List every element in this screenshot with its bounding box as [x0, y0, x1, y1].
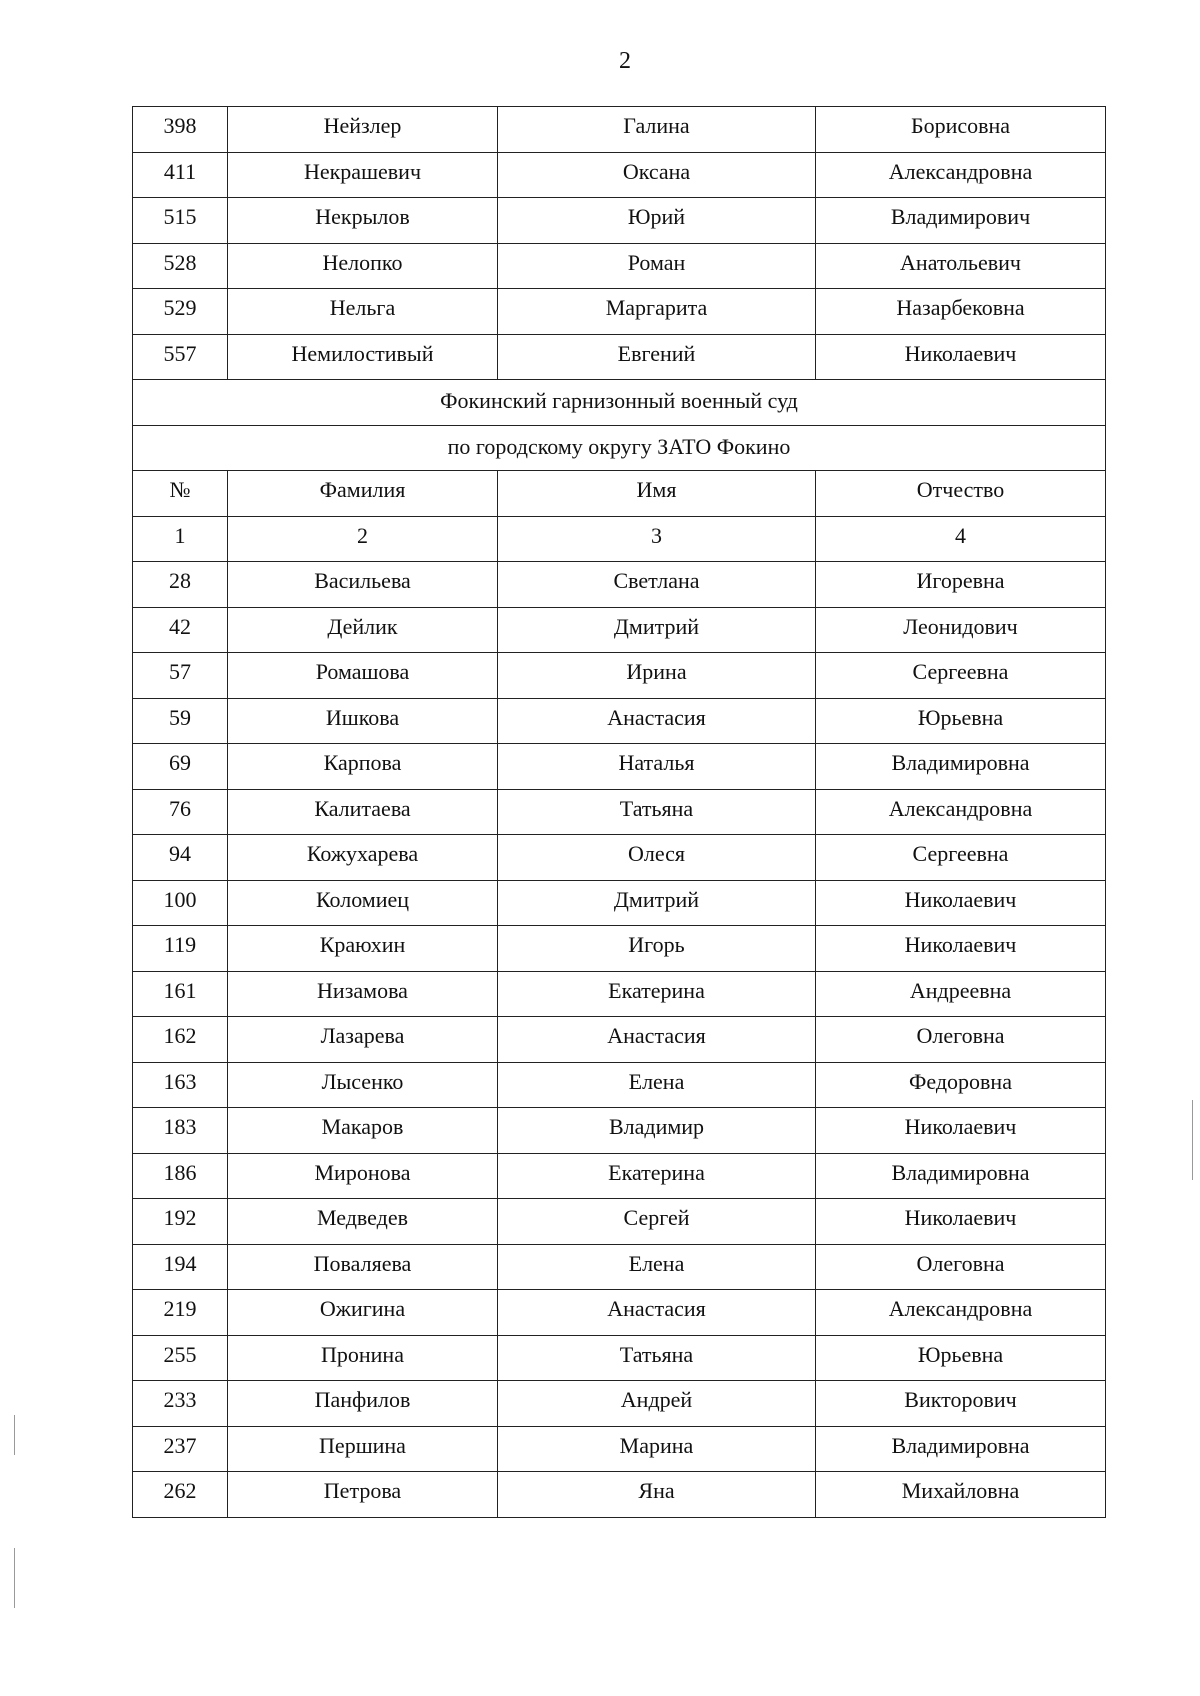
cell-number: 194 [133, 1244, 228, 1290]
cell-name: Елена [498, 1244, 816, 1290]
cell-name: Анастасия [498, 698, 816, 744]
cell-patronymic: Федоровна [816, 1062, 1106, 1108]
page-number: 2 [619, 48, 631, 74]
cell-name: Екатерина [498, 971, 816, 1017]
cell-surname: Некрылов [228, 198, 498, 244]
cell-name: Евгений [498, 334, 816, 380]
cell-number: 237 [133, 1426, 228, 1472]
table-row [133, 198, 1106, 244]
cell-surname: Низамова [228, 971, 498, 1017]
table-row [133, 1426, 1106, 1472]
cell-surname: Некрашевич [228, 152, 498, 198]
cell-surname: Ромашова [228, 653, 498, 699]
cell-surname: Поваляева [228, 1244, 498, 1290]
cell-patronymic: Николаевич [816, 926, 1106, 972]
cell-surname: Нелопко [228, 243, 498, 289]
cell-surname: Фамилия [228, 471, 498, 517]
cell-name: Яна [498, 1472, 816, 1518]
cell-number: 398 [133, 107, 228, 153]
cell-number: 94 [133, 835, 228, 881]
cell-patronymic: Андреевна [816, 971, 1106, 1017]
cell-number: 186 [133, 1153, 228, 1199]
cell-number: 100 [133, 880, 228, 926]
cell-name: Анастасия [498, 1017, 816, 1063]
table-row [133, 1472, 1106, 1518]
cell-surname: Немилостивый [228, 334, 498, 380]
cell-patronymic: Михайловна [816, 1472, 1106, 1518]
cell-number: 515 [133, 198, 228, 244]
table-row [133, 1335, 1106, 1381]
table-row [133, 562, 1106, 608]
cell-surname: Ожигина [228, 1290, 498, 1336]
table-row [133, 1381, 1106, 1427]
cell-number: 262 [133, 1472, 228, 1518]
cell-patronymic: Николаевич [816, 334, 1106, 380]
cell-name: Сергей [498, 1199, 816, 1245]
cell-number: 76 [133, 789, 228, 835]
cell-name: Елена [498, 1062, 816, 1108]
cell-patronymic: Юрьевна [816, 1335, 1106, 1381]
cell-number: 59 [133, 698, 228, 744]
cell-name: Екатерина [498, 1153, 816, 1199]
table-row [133, 107, 1106, 153]
court-roster-table [132, 106, 1106, 1518]
cell-number: 57 [133, 653, 228, 699]
cell-patronymic: Назарбековна [816, 289, 1106, 335]
cell-name: Галина [498, 107, 816, 153]
cell-number: 192 [133, 1199, 228, 1245]
cell-name: Татьяна [498, 789, 816, 835]
cell-surname: Миронова [228, 1153, 498, 1199]
table-row [133, 1290, 1106, 1336]
cell-number: 183 [133, 1108, 228, 1154]
cell-surname: Макаров [228, 1108, 498, 1154]
court-roster-table-container [132, 106, 1105, 1518]
cell-number: 219 [133, 1290, 228, 1336]
cell-number: 255 [133, 1335, 228, 1381]
table-row [133, 1108, 1106, 1154]
cell-name: Роман [498, 243, 816, 289]
cell-surname: Панфилов [228, 1381, 498, 1427]
court-district-row [133, 425, 1106, 471]
cell-patronymic: 4 [816, 516, 1106, 562]
cell-name: Оксана [498, 152, 816, 198]
cell-number: 557 [133, 334, 228, 380]
header-row [133, 471, 1106, 517]
table-row [133, 334, 1106, 380]
cell-patronymic: Александровна [816, 152, 1106, 198]
cell-surname: Карпова [228, 744, 498, 790]
cell-number: 162 [133, 1017, 228, 1063]
table-row [133, 880, 1106, 926]
cell-patronymic: Сергеевна [816, 835, 1106, 881]
cell-surname: Васильева [228, 562, 498, 608]
table-row [133, 698, 1106, 744]
cell-name: Светлана [498, 562, 816, 608]
table-row [133, 971, 1106, 1017]
cell-name: Имя [498, 471, 816, 517]
cell-name: Татьяна [498, 1335, 816, 1381]
cell-patronymic: Николаевич [816, 1199, 1106, 1245]
cell-surname: Краюхин [228, 926, 498, 972]
cell-patronymic: Леонидович [816, 607, 1106, 653]
cell-name: Марина [498, 1426, 816, 1472]
cell-surname: Медведев [228, 1199, 498, 1245]
cell-patronymic: Анатольевич [816, 243, 1106, 289]
cell-patronymic: Николаевич [816, 1108, 1106, 1154]
cell-name: Олеся [498, 835, 816, 881]
cell-patronymic: Юрьевна [816, 698, 1106, 744]
cell-surname: Коломиец [228, 880, 498, 926]
cell-patronymic: Олеговна [816, 1017, 1106, 1063]
cell-number: 119 [133, 926, 228, 972]
table-row [133, 1017, 1106, 1063]
scan-artifact [1192, 1100, 1193, 1180]
cell-patronymic: Игоревна [816, 562, 1106, 608]
scan-artifact [14, 1548, 15, 1608]
table-row [133, 653, 1106, 699]
table-row [133, 926, 1106, 972]
cell-name: Маргарита [498, 289, 816, 335]
cell-surname: Дейлик [228, 607, 498, 653]
cell-name: Ирина [498, 653, 816, 699]
cell-patronymic: Сергеевна [816, 653, 1106, 699]
cell-name: Дмитрий [498, 880, 816, 926]
cell-surname: Калитаева [228, 789, 498, 835]
cell-surname: 2 [228, 516, 498, 562]
cell-patronymic: Викторович [816, 1381, 1106, 1427]
cell-name: Дмитрий [498, 607, 816, 653]
column-number-row [133, 516, 1106, 562]
scan-artifact [14, 1415, 15, 1455]
table-row [133, 243, 1106, 289]
cell-number: 1 [133, 516, 228, 562]
cell-patronymic: Александровна [816, 1290, 1106, 1336]
cell-name: Юрий [498, 198, 816, 244]
cell-surname: Петрова [228, 1472, 498, 1518]
cell-surname: Ишкова [228, 698, 498, 744]
table-row [133, 1153, 1106, 1199]
cell-patronymic: Владимировна [816, 744, 1106, 790]
cell-name: Андрей [498, 1381, 816, 1427]
cell-number: 42 [133, 607, 228, 653]
cell-number: 69 [133, 744, 228, 790]
table-row [133, 1199, 1106, 1245]
cell-surname: Лысенко [228, 1062, 498, 1108]
cell-patronymic: Олеговна [816, 1244, 1106, 1290]
cell-name: 3 [498, 516, 816, 562]
table-row [133, 744, 1106, 790]
table-row [133, 1244, 1106, 1290]
cell-patronymic: Владимировна [816, 1153, 1106, 1199]
table-row [133, 789, 1106, 835]
court-name-row [133, 380, 1106, 426]
cell-number: 411 [133, 152, 228, 198]
cell-surname: Лазарева [228, 1017, 498, 1063]
cell-number: 161 [133, 971, 228, 1017]
cell-surname: Нейзлер [228, 107, 498, 153]
table-row [133, 152, 1106, 198]
cell-number: 529 [133, 289, 228, 335]
cell-patronymic: Отчество [816, 471, 1106, 517]
cell-patronymic: Борисовна [816, 107, 1106, 153]
cell-number: № [133, 471, 228, 517]
cell-patronymic: Владимирович [816, 198, 1106, 244]
table-row [133, 835, 1106, 881]
cell-number: 28 [133, 562, 228, 608]
cell-name: Анастасия [498, 1290, 816, 1336]
cell-number: 233 [133, 1381, 228, 1427]
table-row [133, 1062, 1106, 1108]
cell-patronymic: Александровна [816, 789, 1106, 835]
cell-number: 163 [133, 1062, 228, 1108]
cell-name: Владимир [498, 1108, 816, 1154]
table-row [133, 289, 1106, 335]
section-heading: по городскому округу ЗАТО Фокино [133, 425, 1106, 471]
cell-surname: Пронина [228, 1335, 498, 1381]
cell-name: Игорь [498, 926, 816, 972]
cell-surname: Першина [228, 1426, 498, 1472]
court-roster-body [133, 107, 1106, 1518]
cell-surname: Нельга [228, 289, 498, 335]
cell-patronymic: Николаевич [816, 880, 1106, 926]
table-row [133, 607, 1106, 653]
section-heading: Фокинский гарнизонный военный суд [133, 380, 1106, 426]
cell-name: Наталья [498, 744, 816, 790]
cell-surname: Кожухарева [228, 835, 498, 881]
cell-patronymic: Владимировна [816, 1426, 1106, 1472]
cell-number: 528 [133, 243, 228, 289]
